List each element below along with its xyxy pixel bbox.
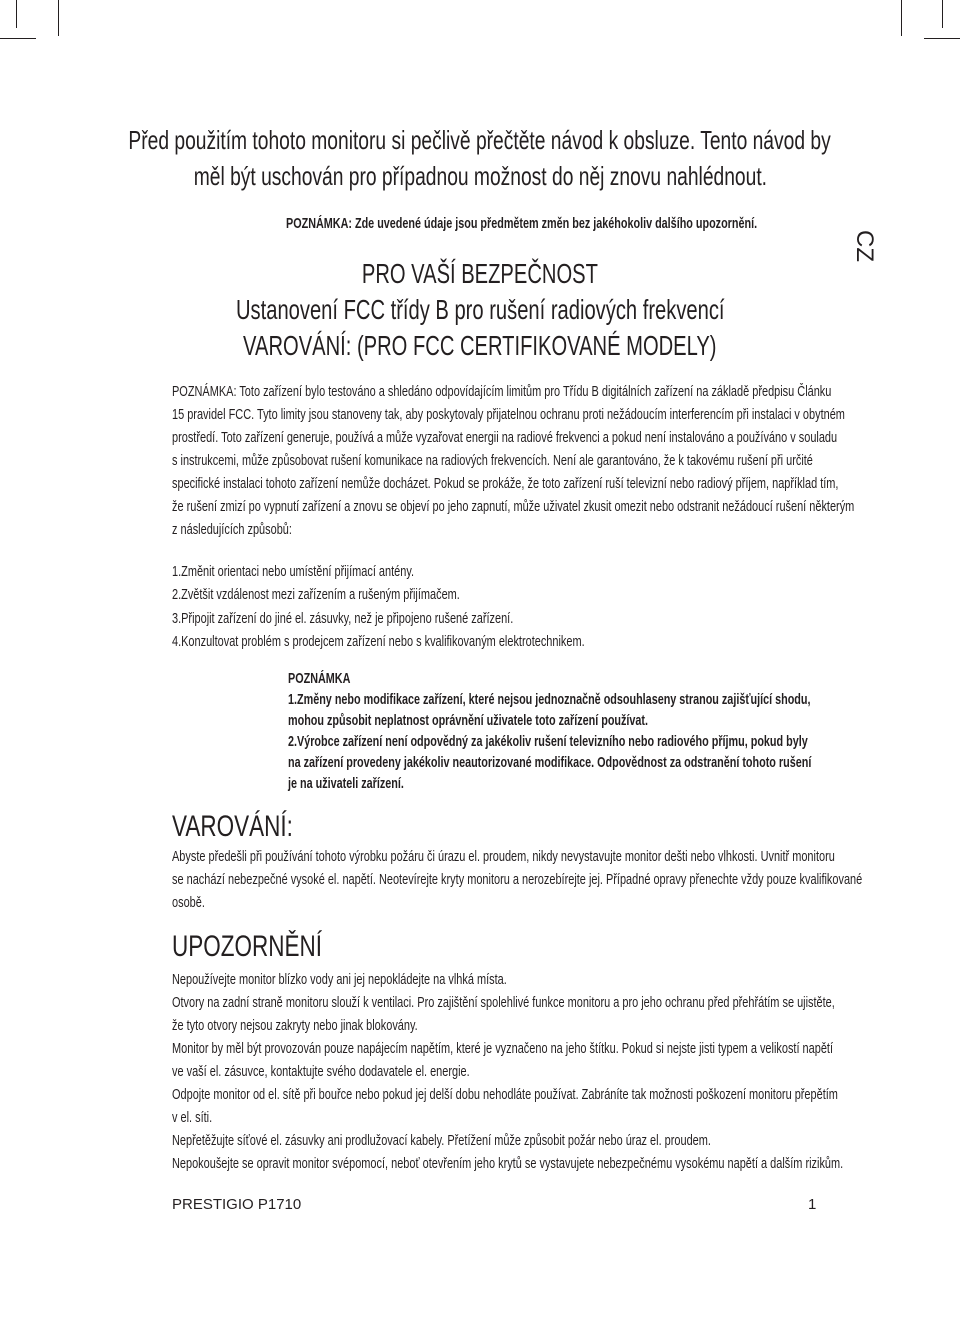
- paragraph-line: osobě.: [172, 894, 205, 911]
- paragraph-line: z následujících způsobů:: [172, 521, 292, 538]
- paragraph-line: 15 pravidel FCC. Tyto limity jsou stanoveny tak, aby poskytovaly přijatelnou ochranu proti nežádoucím interferencím při instalaci v obytném: [172, 406, 845, 423]
- paragraph-line: ve vaší el. zásuvce, kontaktujte svého dodavatele el. energie.: [172, 1063, 470, 1080]
- intro-line: měl být uschován pro případnou možnost do něj znovu nahlédnout.: [193, 161, 767, 191]
- poznamka-line: 2.Výrobce zařízení není odpovědný za jakékoliv rušení televizního nebo radiového příjmu, pokud byly: [288, 733, 808, 750]
- paragraph-line: Otvory na zadní straně monitoru slouží k ventilaci. Pro zajištění spolehlivé funkce monitoru a pro jeho ochranu před přehřátím se ujistěte,: [172, 994, 835, 1011]
- steps-list: [172, 560, 737, 654]
- fcc-paragraph: [172, 380, 855, 541]
- safety-title-line: VAROVÁNÍ: (PRO FCC CERTIFIKOVANÉ MODELY): [243, 330, 717, 361]
- poznamka-box: [288, 668, 960, 794]
- paragraph-line: s instrukcemi, může způsobovat rušení komunikace na radiových frekvencích. Není ale garantováno, že k takovému rušení při určité: [172, 452, 813, 469]
- paragraph-line: Nepokoušejte se opravit monitor svépomocí, neboť otevřením jeho krytů se vystavujete nebezpečnému vysokému napětí a dalším rizikům.: [172, 1155, 844, 1172]
- paragraph-line: Nepoužívejte monitor blízko vody ani jej nepokládejte na vlhká místa.: [172, 971, 507, 988]
- varovani-heading: [172, 810, 333, 844]
- language-tab: CZ: [851, 230, 878, 262]
- intro-text: [0, 122, 960, 194]
- paragraph-line: v el. síti.: [172, 1109, 213, 1126]
- paragraph-line: že tyto otvory nejsou zakryty nebo jinak blokovány.: [172, 1017, 418, 1034]
- list-item: 4.Konzultovat problém s prodejcem zařízení nebo s kvalifikovaným elektrotechnikem.: [172, 633, 585, 651]
- paragraph-line: Nepřetěžujte síťové el. zásuvky ani prodlužovací kabely. Přetížení může způsobit požár nebo úraz el. proudem.: [172, 1132, 711, 1149]
- paragraph-line: že rušení zmizí po vypnutí zařízení a znovu se objeví po jeho zapnutí, může uživatel zkusit omezit nebo odstranit nežádoucí rušení některým: [172, 498, 855, 515]
- safety-title-line: PRO VAŠÍ BEZPEČNOST: [361, 258, 599, 289]
- paragraph-line: POZNÁMKA: Toto zařízení bylo testováno a shledáno odpovídajícím limitům pro Třídu B digitálních zařízení na základě předpisu Článku: [172, 383, 832, 400]
- crop-mark: [901, 0, 902, 36]
- intro-line: Před použitím tohoto monitoru si pečlivě přečtěte návod k obsluze. Tento návod by: [128, 125, 832, 155]
- paragraph-line: Abyste předešli při používání tohoto výrobku požáru či úrazu el. proudem, nikdy nevystavujte monitor dešti nebo vlhkosti. Uvnitř monitoru: [172, 848, 835, 865]
- list-item: 2.Zvětšit vzdálenost mezi zařízením a rušeným přijímačem.: [172, 586, 460, 604]
- crop-mark: [16, 0, 17, 28]
- poznamka-line: mohou způsobit neplatnost oprávnění uživatele toto zařízení používat.: [288, 712, 649, 729]
- poznamka-line: je na uživateli zařízení.: [288, 775, 404, 792]
- safety-title-line: Ustanovení FCC třídy B pro rušení radiových frekvencí: [235, 294, 725, 325]
- crop-mark: [58, 0, 59, 36]
- upozorneni-heading-text: UPOZORNĚNÍ: [172, 930, 323, 963]
- crop-mark: [0, 38, 36, 39]
- crop-mark: [924, 38, 960, 39]
- poznamka-heading: POZNÁMKA: [288, 670, 351, 687]
- top-note: [286, 215, 940, 232]
- varovani-heading-text: VAROVÁNÍ:: [172, 810, 293, 843]
- safety-title: [0, 256, 960, 364]
- footer-model: PRESTIGIO P1710: [172, 1196, 302, 1213]
- page-number: 1: [808, 1196, 817, 1213]
- upozorneni-heading: [172, 930, 372, 964]
- poznamka-line: na zařízení provedeny jakékoliv neautorizované modifikace. Odpovědnost za odstranění tohoto rušení: [288, 754, 812, 771]
- varovani-paragraph: [172, 845, 863, 914]
- paragraph-line: Odpojte monitor od el. sítě při bouřce nebo pokud jej delší dobu nehodláte používat. Zabráníte tak možnosti poškození monitoru přepětím: [172, 1086, 838, 1103]
- paragraph-line: se nachází nebezpečné vysoké el. napětí. Neotevírejte kryty monitoru a nerozebírejte jej. Případné opravy přenechte vždy pouze kvalifikované: [172, 871, 863, 888]
- poznamka-line: 1.Změny nebo modifikace zařízení, které nejsou jednoznačně odsouhlaseny stranou zajišťující shodu,: [288, 691, 811, 708]
- top-note-text: POZNÁMKA: Zde uvedené údaje jsou předmětem změn bez jakéhokoliv dalšího upozornění.: [286, 215, 758, 232]
- upozorneni-paragraph: [172, 968, 844, 1175]
- paragraph-line: specifické instalaci tohoto zařízení nemůže docházet. Pokud se prokáže, že toto zařízení ruší televizní nebo radiový příjem, například tím,: [172, 475, 839, 492]
- list-item: 3.Připojit zařízení do jiné el. zásuvky, než je připojeno rušené zařízení.: [172, 609, 514, 627]
- paragraph-line: prostředí. Toto zařízení generuje, používá a může vyzařovat energii na radiové frekvenci a pokud není instalováno a používáno v souladu: [172, 429, 838, 446]
- crop-mark: [942, 0, 943, 28]
- paragraph-line: Monitor by měl být provozován pouze napájecím napětím, které je vyznačeno na jeho štítku. Pokud si nejste jisti typem a velikostí napětí: [172, 1040, 834, 1057]
- list-item: 1.Změnit orientaci nebo umístění přijímací antény.: [172, 563, 415, 580]
